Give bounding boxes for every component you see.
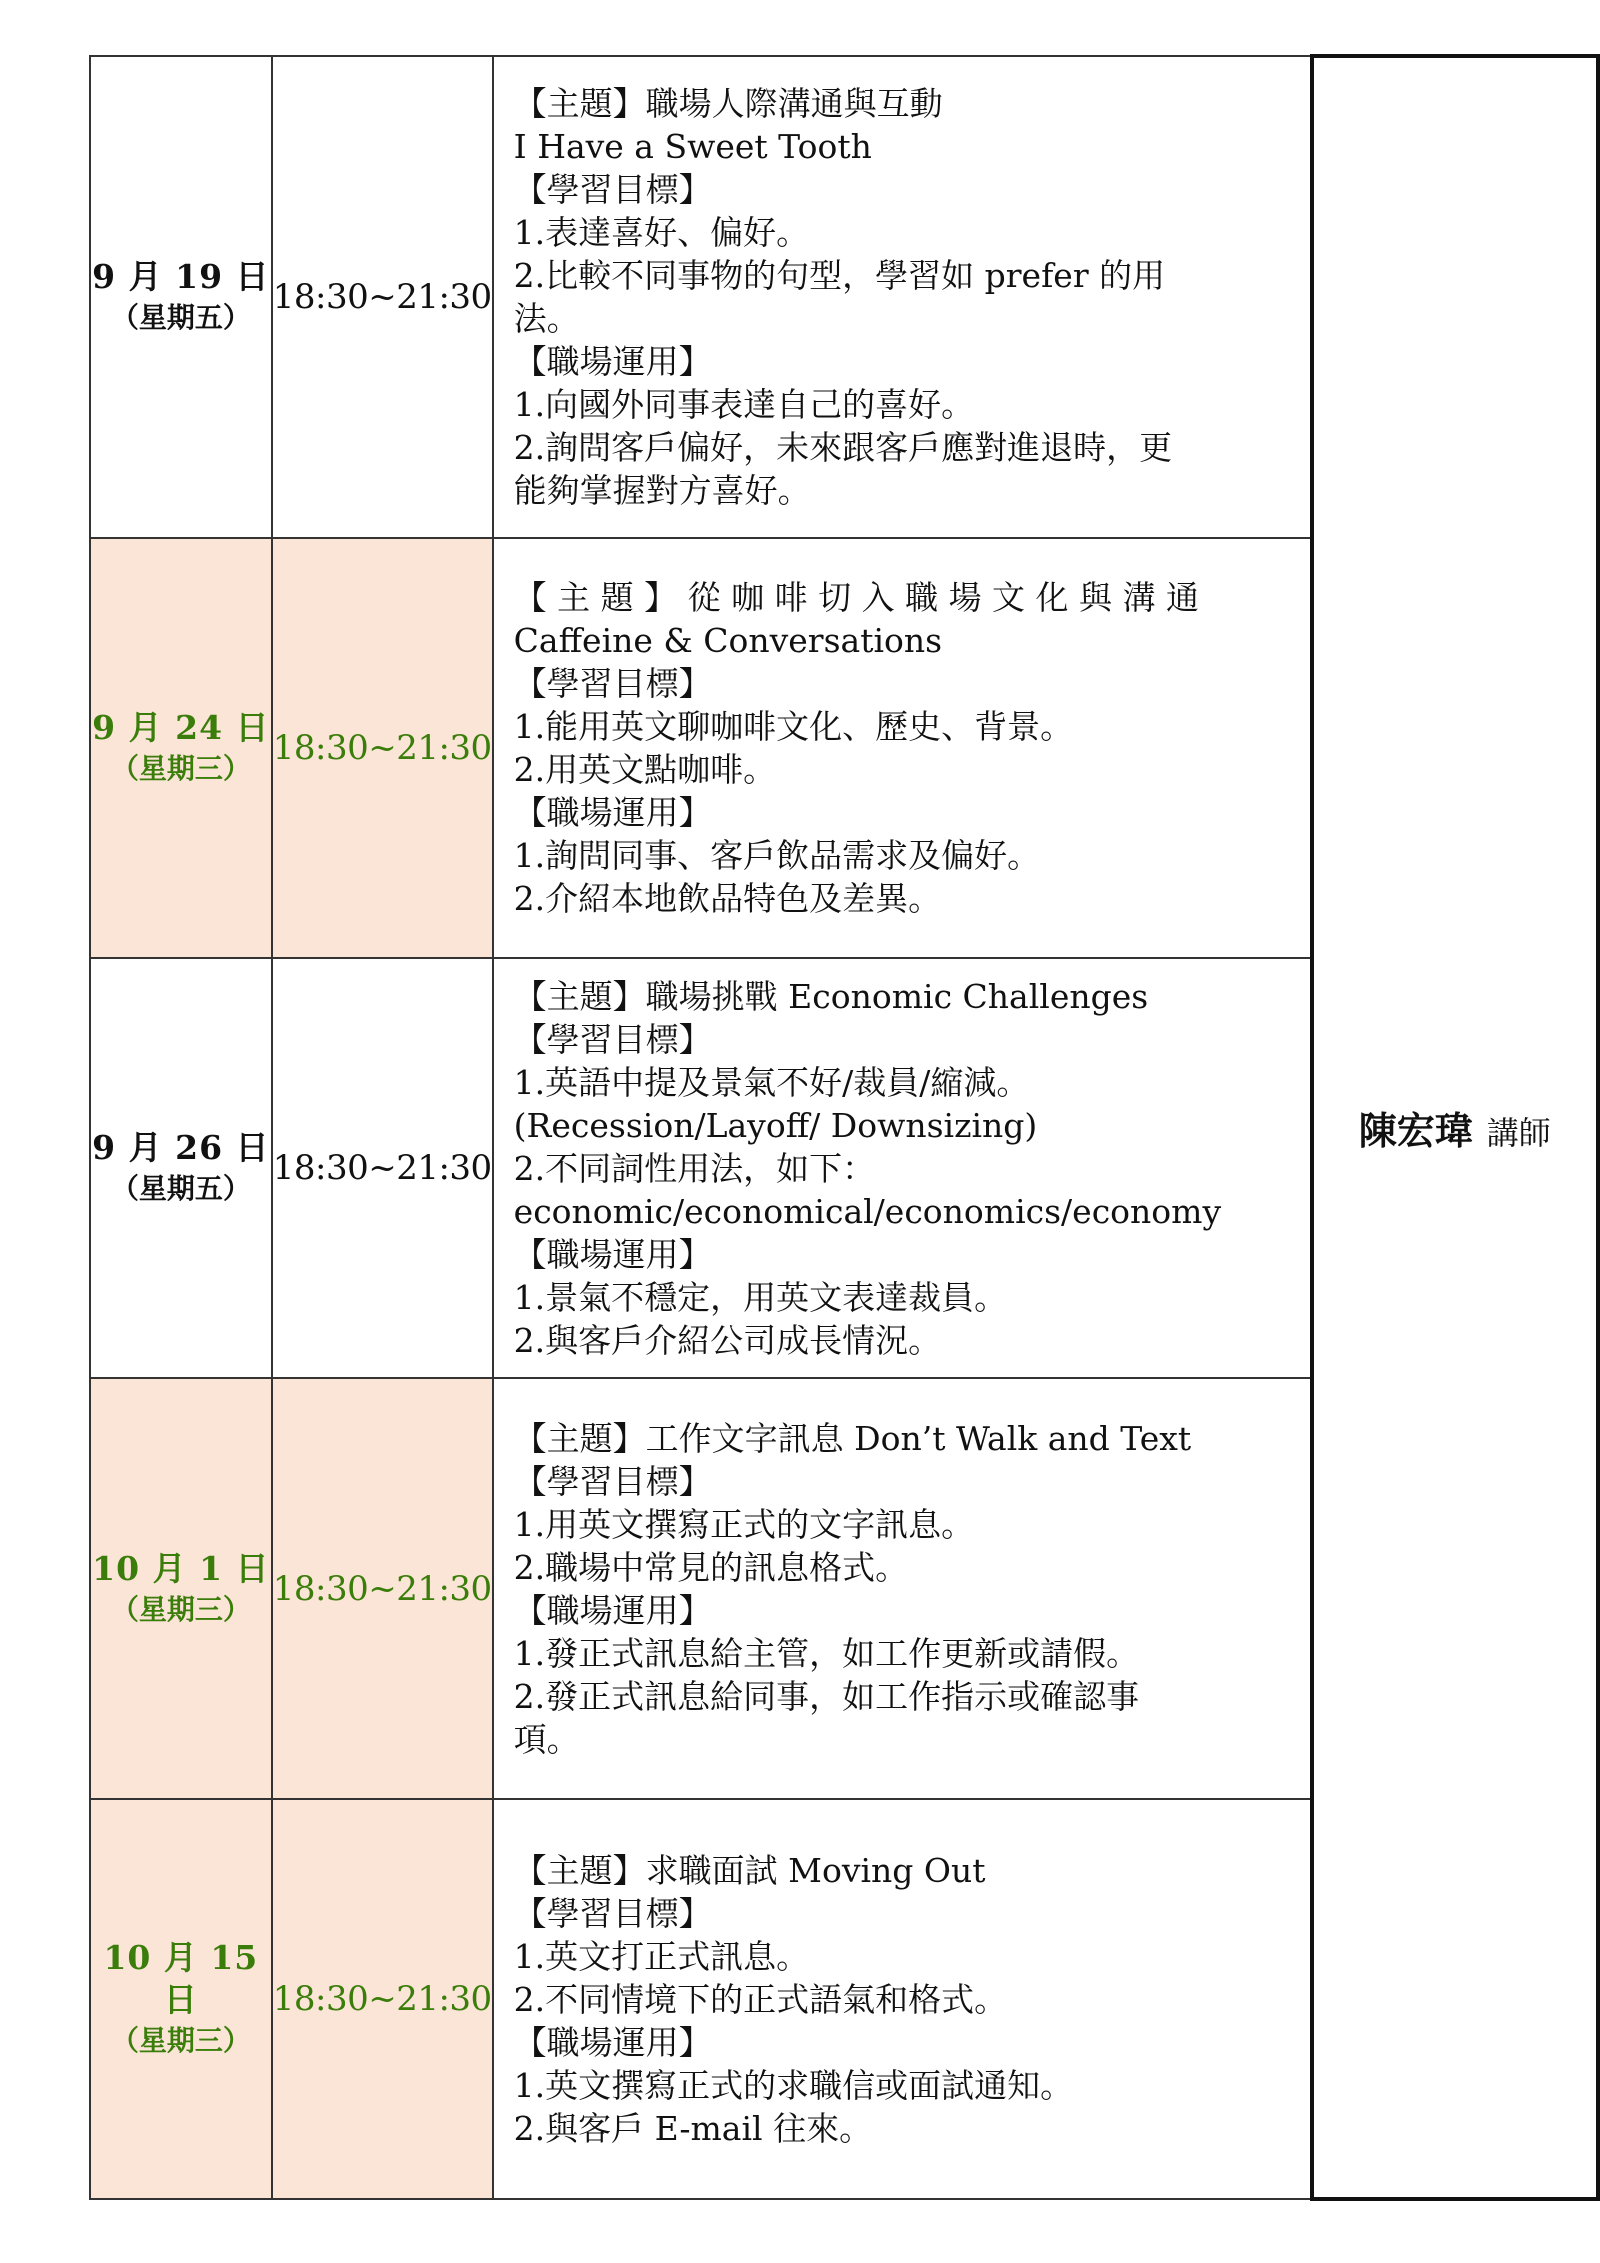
session-content-line: 1.景氣不穩定，用英文表達裁員。 — [513, 1277, 1008, 1317]
session-content-line: economic/economical/economics/economy — [513, 1191, 1222, 1231]
session-date: 9 月 19 日 — [92, 257, 270, 296]
session-content-line: 項。 — [513, 1719, 580, 1759]
session-content-line: 【主題】職場人際溝通與互動 — [513, 84, 943, 123]
session-content-line: 2.不同情境下的正式語氣和格式。 — [513, 1979, 1008, 2019]
session-content-line: 1.英文撰寫正式的求職信或面試通知。 — [513, 2065, 1074, 2105]
session-content-cell — [493, 1378, 1312, 1799]
session-content-line: 2.介紹本地飲品特色及差異。 — [513, 879, 942, 918]
session-content-line: 【職場運用】 — [513, 1234, 712, 1274]
session-content-line: 【 主 題 】 從 咖 啡 切 入 職 場 文 化 與 溝 通 — [513, 578, 1200, 617]
session-content-line: I Have a Sweet Tooth — [513, 127, 872, 166]
teacher-title: 講師 — [1486, 1114, 1551, 1152]
session-content-line: 【學習目標】 — [513, 1893, 712, 1933]
session-content-line: 1.用英文撰寫正式的文字訊息。 — [513, 1504, 975, 1544]
session-row — [90, 56, 1598, 538]
course-schedule-table — [89, 54, 1600, 2201]
session-time-cell — [272, 1378, 493, 1799]
session-time: 18:30~21:30 — [272, 1568, 492, 1609]
session-content-line: 2.詢問客戶偏好，未來跟客戶應對進退時，更 — [513, 428, 1173, 467]
session-content-line: 【主題】工作文字訊息 Don’t Walk and Text — [513, 1418, 1192, 1458]
session-content-line: 【學習目標】 — [513, 170, 712, 209]
session-content-line: (Recession/Layoff/ Downsizing) — [513, 1105, 1038, 1145]
session-time: 18:30~21:30 — [272, 1148, 492, 1188]
session-content-line: 2.與客戶介紹公司成長情況。 — [513, 1320, 942, 1360]
session-content-line: 1.英語中提及景氣不好/裁員/縮減。 — [513, 1062, 1030, 1102]
session-content-line: 【主題】求職面試 Moving Out — [513, 1850, 986, 1890]
session-content-line: Caffeine & Conversations — [513, 621, 943, 660]
session-weekday: （星期三） — [110, 2024, 251, 2057]
session-content-line: 1.能用英文聊咖啡文化、歷史、背景。 — [513, 707, 1074, 746]
session-content-cell — [493, 958, 1312, 1378]
session-content-cell — [493, 538, 1312, 958]
session-content-line: 1.英文打正式訊息。 — [513, 1936, 810, 1976]
session-date-cell — [90, 958, 272, 1378]
session-content-line: 1.發正式訊息給主管，如工作更新或請假。 — [513, 1633, 1140, 1673]
session-content-cell — [493, 56, 1312, 538]
session-content-line: 2.不同詞性用法，如下： — [513, 1148, 876, 1188]
session-time-cell — [272, 538, 493, 958]
session-date: 10 月 15 日 — [103, 1938, 259, 2019]
session-time-cell — [272, 1799, 493, 2199]
session-content-line: 【學習目標】 — [513, 664, 712, 703]
session-content-line: 能夠掌握對方喜好。 — [513, 471, 811, 510]
teacher-name: 陳宏瑋 — [1358, 1109, 1473, 1153]
session-content-line: 2.比較不同事物的句型，學習如 prefer 的用 — [513, 256, 1166, 295]
session-time: 18:30~21:30 — [272, 277, 492, 317]
session-content-line: 1.向國外同事表達自己的喜好。 — [513, 385, 975, 424]
session-content-line: 1.表達喜好、偏好。 — [513, 213, 810, 252]
session-content-line: 【職場運用】 — [513, 342, 712, 381]
session-content-line: 【主題】職場挑戰 Economic Challenges — [513, 976, 1149, 1016]
session-content-line: 【職場運用】 — [513, 1590, 712, 1630]
session-date-cell — [90, 538, 272, 958]
session-content-cell — [493, 1799, 1312, 2199]
session-content-line: 1.詢問同事、客戶飲品需求及偏好。 — [513, 836, 1041, 875]
session-content-line: 法。 — [513, 299, 580, 338]
session-date: 9 月 26 日 — [92, 1128, 270, 1167]
session-content-line: 【職場運用】 — [513, 2022, 712, 2062]
session-weekday: （星期三） — [110, 1592, 251, 1626]
session-content-line: 2.用英文點咖啡。 — [513, 750, 777, 789]
session-date-cell — [90, 1378, 272, 1799]
session-content-line: 2.與客戶 E-mail 往來。 — [513, 2108, 873, 2148]
session-date: 10 月 1 日 — [92, 1548, 270, 1588]
session-weekday: （星期三） — [110, 752, 251, 785]
session-time-cell — [272, 56, 493, 538]
session-time: 18:30~21:30 — [272, 728, 492, 768]
session-date: 9 月 24 日 — [92, 708, 270, 747]
session-date-cell — [90, 1799, 272, 2199]
session-content-line: 2.職場中常見的訊息格式。 — [513, 1547, 909, 1587]
teacher-cell — [1312, 56, 1598, 2199]
session-weekday: （星期五） — [110, 1172, 251, 1205]
session-time-cell — [272, 958, 493, 1378]
session-weekday: （星期五） — [110, 301, 251, 334]
session-date-cell — [90, 56, 272, 538]
session-content-line: 2.發正式訊息給同事，如工作指示或確認事 — [513, 1676, 1140, 1716]
session-content-line: 【學習目標】 — [513, 1461, 712, 1501]
session-content-line: 【學習目標】 — [513, 1019, 712, 1059]
session-content-line: 【職場運用】 — [513, 793, 712, 832]
session-time: 18:30~21:30 — [272, 1979, 492, 2019]
